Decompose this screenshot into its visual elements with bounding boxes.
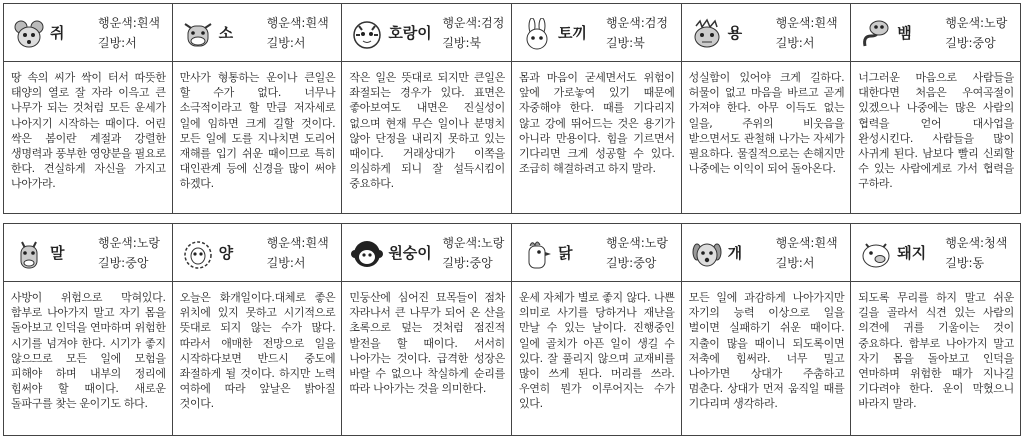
tiger-icon xyxy=(350,18,384,50)
zodiac-meta xyxy=(945,233,1007,273)
lucky-direction: 길방:서 xyxy=(266,256,306,270)
zodiac-name: 원숭이 xyxy=(388,244,432,262)
zodiac-name: 말 xyxy=(50,244,65,262)
dragon-icon xyxy=(690,18,724,50)
lucky-direction: 길방:중앙 xyxy=(945,36,996,50)
zodiac-name: 뱀 xyxy=(897,24,912,42)
fortune-text: 작은 일은 뜻대로 되지만 큰일은 좌절되는 경우가 있다. 표면은 좋아보여도 내면은 진실성이 없으며 현재 무슨 일이나 분명치 않아 단정을 내리지 못하고 있는 때이다. 거래상대가 이쪽을 의심하게 되니 잘 설득시킴이 중요하다. xyxy=(349,71,505,191)
fortune-text: 되도록 무리를 하지 말고 쉬운 길을 골라서 식견 있는 사람의 의견에 귀를 기울이는 것이 중요하다. 함부로 나아가지 말고 자기 몸을 돌아보고 인덕을 연마하며 위험한 때가 지나길 기다려야 한다. 운이 막혔으니 바라지 말라. xyxy=(858,291,1014,411)
fortune-text: 땅 속의 씨가 싹이 터서 따뜻한 태양의 열로 잘 자라 이윽고 큰 나무가 되는 것처럼 모든 운세가 나아지기 시작하는 때이다. 어린 싹은 봄이란 계절과 강렬한 생명력과 풍부한 영양분을 필요로 한다. 견실하게 자신을 가지고 나아가라. xyxy=(11,71,166,191)
snake-icon xyxy=(859,18,893,50)
zodiac-name: 돼지 xyxy=(897,244,927,262)
zodiac-meta xyxy=(945,13,1007,53)
lucky-color: 행운색:흰색 xyxy=(266,16,329,30)
horse-icon xyxy=(12,238,46,270)
lucky-color: 행운색:검정 xyxy=(605,16,668,30)
card-header xyxy=(851,4,1020,62)
lucky-color: 행운색:노랑 xyxy=(98,236,161,250)
rat-icon xyxy=(12,18,46,50)
lucky-direction: 길방:중앙 xyxy=(98,256,149,270)
ox-icon xyxy=(181,18,215,50)
zodiac-name: 호랑이 xyxy=(388,24,432,42)
zodiac-meta xyxy=(267,233,329,273)
lucky-color: 행운색:노랑 xyxy=(442,236,505,250)
lucky-color: 행운색:노랑 xyxy=(605,236,668,250)
zodiac-meta xyxy=(776,233,838,273)
rooster-icon xyxy=(520,238,554,270)
lucky-color: 행운색:청색 xyxy=(945,236,1008,250)
fortune-text: 운세 자체가 별로 좋지 않다. 나쁜 의미로 사기를 당하거나 재난을 만날 수 있는 날이다. 진행중인 일에 골치가 아픈 일이 생길 수 있다. 잘 풀리지 않으며 교재비를 많이 쓰게 된다. 머리를 쓰라. 우연히 뭔가 이루어지는 수가 있다. xyxy=(518,291,675,411)
fortune-text: 너그러운 마음으로 사람들을 대한다면 처음은 우여곡절이 있겠으나 나중에는 많은 사람의 협력을 얻어 대사업을 완성시킨다. 사람들을 많이 사귀게 된다. 남보다 빨리 신뢰할 수 있는 사람에게로 가서 협력을 구하라. xyxy=(858,71,1014,191)
zodiac-meta xyxy=(442,233,504,273)
lucky-direction: 길방:서 xyxy=(775,36,815,50)
lucky-direction: 길방:서 xyxy=(775,256,815,270)
zodiac-meta xyxy=(442,13,504,53)
lucky-direction: 길방:동 xyxy=(945,256,985,270)
zodiac-meta xyxy=(98,13,160,53)
lucky-color: 행운색:흰색 xyxy=(775,236,838,250)
zodiac-name: 개 xyxy=(727,244,743,262)
fortune-text: 몸과 마음이 굳세면서도 위험이 앞에 가로놓여 있기 때문에 자중해야 한다. 때를 기다리지 않고 강에 뛰어드는 것은 용기가 아니라 만용이다. 힘을 기르면서 기다리면 크게 성공할 수 있다. 조급히 해결하려고 하지 말라. xyxy=(518,71,675,176)
zodiac-name: 양 xyxy=(218,244,234,262)
fortune-text: 사방이 위험으로 막혀있다. 함부로 나아가지 말고 자기 몸을 돌아보고 인덕을 연마하며 위험한 시기를 넘겨야 한다. 시기가 좋지 않으므로 모든 일에 모험을 피해야 하며 내부의 정리에 힘써야 할 때이다. 새로운 돌파구를 찾는 운이기도 하다. xyxy=(11,291,166,411)
lucky-direction: 길방:중앙 xyxy=(442,256,493,270)
sheep-icon xyxy=(181,238,215,270)
zodiac-name: 닭 xyxy=(557,244,573,262)
zodiac-name: 토끼 xyxy=(557,24,587,42)
monkey-icon xyxy=(350,238,384,270)
card-header xyxy=(4,224,172,282)
zodiac-name: 소 xyxy=(218,24,234,42)
zodiac-card-rat xyxy=(3,3,173,214)
card-header xyxy=(173,224,342,282)
card-header xyxy=(173,4,342,62)
zodiac-card-rabbit xyxy=(512,3,682,214)
zodiac-meta xyxy=(267,13,329,53)
pig-icon xyxy=(859,238,893,270)
lucky-color: 행운색:검정 xyxy=(442,16,505,30)
card-header xyxy=(682,4,851,62)
fortune-text: 모든 일에 과감하게 나아가지만 자기의 능력 이상으로 일을 벌이면 실패하기 쉬운 때이다. 지출이 많을 때이니 되도록이면 저축에 힘써라. 너무 밀고 나아가면 상대가 주춤하고 멈춘다. 상대가 먼저 움직일 때를 기다리며 생각하라. xyxy=(688,291,845,411)
lucky-color: 행운색:흰색 xyxy=(98,16,161,30)
zodiac-card-dragon xyxy=(682,3,852,214)
fortune-text: 성실함이 있어야 크게 길하다. 허물이 없고 마음을 바르고 곧게 가져야 한다. 아무 이득도 없는 일을, 주위의 비웃음을 받으면서도 관철해 나가는 자세가 필요하다. 물질적으로는 손해지만 나중에는 이익이 되어 돌아온다. xyxy=(688,71,845,176)
lucky-direction: 길방:중앙 xyxy=(605,256,657,270)
zodiac-card-ox xyxy=(173,3,343,214)
card-header xyxy=(512,224,681,282)
zodiac-card-monkey xyxy=(342,223,512,436)
zodiac-card-sheep xyxy=(173,223,343,436)
zodiac-name: 용 xyxy=(727,24,743,42)
fortune-text: 민둥산에 심어진 묘목들이 점차 자라나서 큰 나무가 되어 온 산을 초록으로 덮는 것처럼 점진적 발전을 할 때이다. 서서히 나아가는 것이다. 급격한 성장은 바랄 수 없으나 착실하게 순리를 따라 나아가는 것을 의미한다. xyxy=(349,291,505,396)
zodiac-card-pig xyxy=(851,223,1021,436)
card-header xyxy=(851,224,1020,282)
zodiac-meta xyxy=(98,233,160,273)
zodiac-row-2 xyxy=(3,223,1021,436)
rabbit-icon xyxy=(520,18,554,50)
dog-icon xyxy=(690,238,724,270)
zodiac-card-horse xyxy=(3,223,173,436)
zodiac-meta xyxy=(606,13,668,53)
zodiac-card-dog xyxy=(682,223,852,436)
zodiac-name: 쥐 xyxy=(50,24,65,42)
card-header xyxy=(4,4,172,62)
zodiac-meta xyxy=(606,233,668,273)
zodiac-card-rooster xyxy=(512,223,682,436)
card-header xyxy=(682,224,851,282)
zodiac-card-snake xyxy=(851,3,1021,214)
lucky-direction: 길방:북 xyxy=(605,36,645,50)
card-header xyxy=(342,224,511,282)
zodiac-card-tiger xyxy=(342,3,512,214)
card-header xyxy=(512,4,681,62)
lucky-direction: 길방:서 xyxy=(266,36,306,50)
lucky-color: 행운색:노랑 xyxy=(945,16,1008,30)
zodiac-meta xyxy=(776,13,838,53)
fortune-text: 만사가 형통하는 운이나 큰일은 할 수가 없다. 너무나 소극적이라고 할 만큼 저자세로 일에 임하면 크게 길할 것이다. 모든 일에 도를 지나치면 도리어 재해를 입기 쉬운 때이므로 특히 대인관계 등에 신경을 많이 써야 하겠다. xyxy=(179,71,336,191)
lucky-color: 행운색:흰색 xyxy=(266,236,329,250)
lucky-color: 행운색:흰색 xyxy=(775,16,838,30)
fortune-text: 오늘은 화개일이다.대체로 좋은 위치에 있지 못하고 시기적으로 뜻대로 되지 않는 수가 많다. 따라서 애매한 전망으로 일을 시작하다보면 반드시 중도에 좌절하게 될 것이다. 하지만 노력 여하에 따라 앞날은 밝아질 것이다. xyxy=(179,291,336,411)
lucky-direction: 길방:서 xyxy=(98,36,137,50)
lucky-direction: 길방:북 xyxy=(442,36,482,50)
card-header xyxy=(342,4,511,62)
zodiac-row-1 xyxy=(3,3,1021,214)
